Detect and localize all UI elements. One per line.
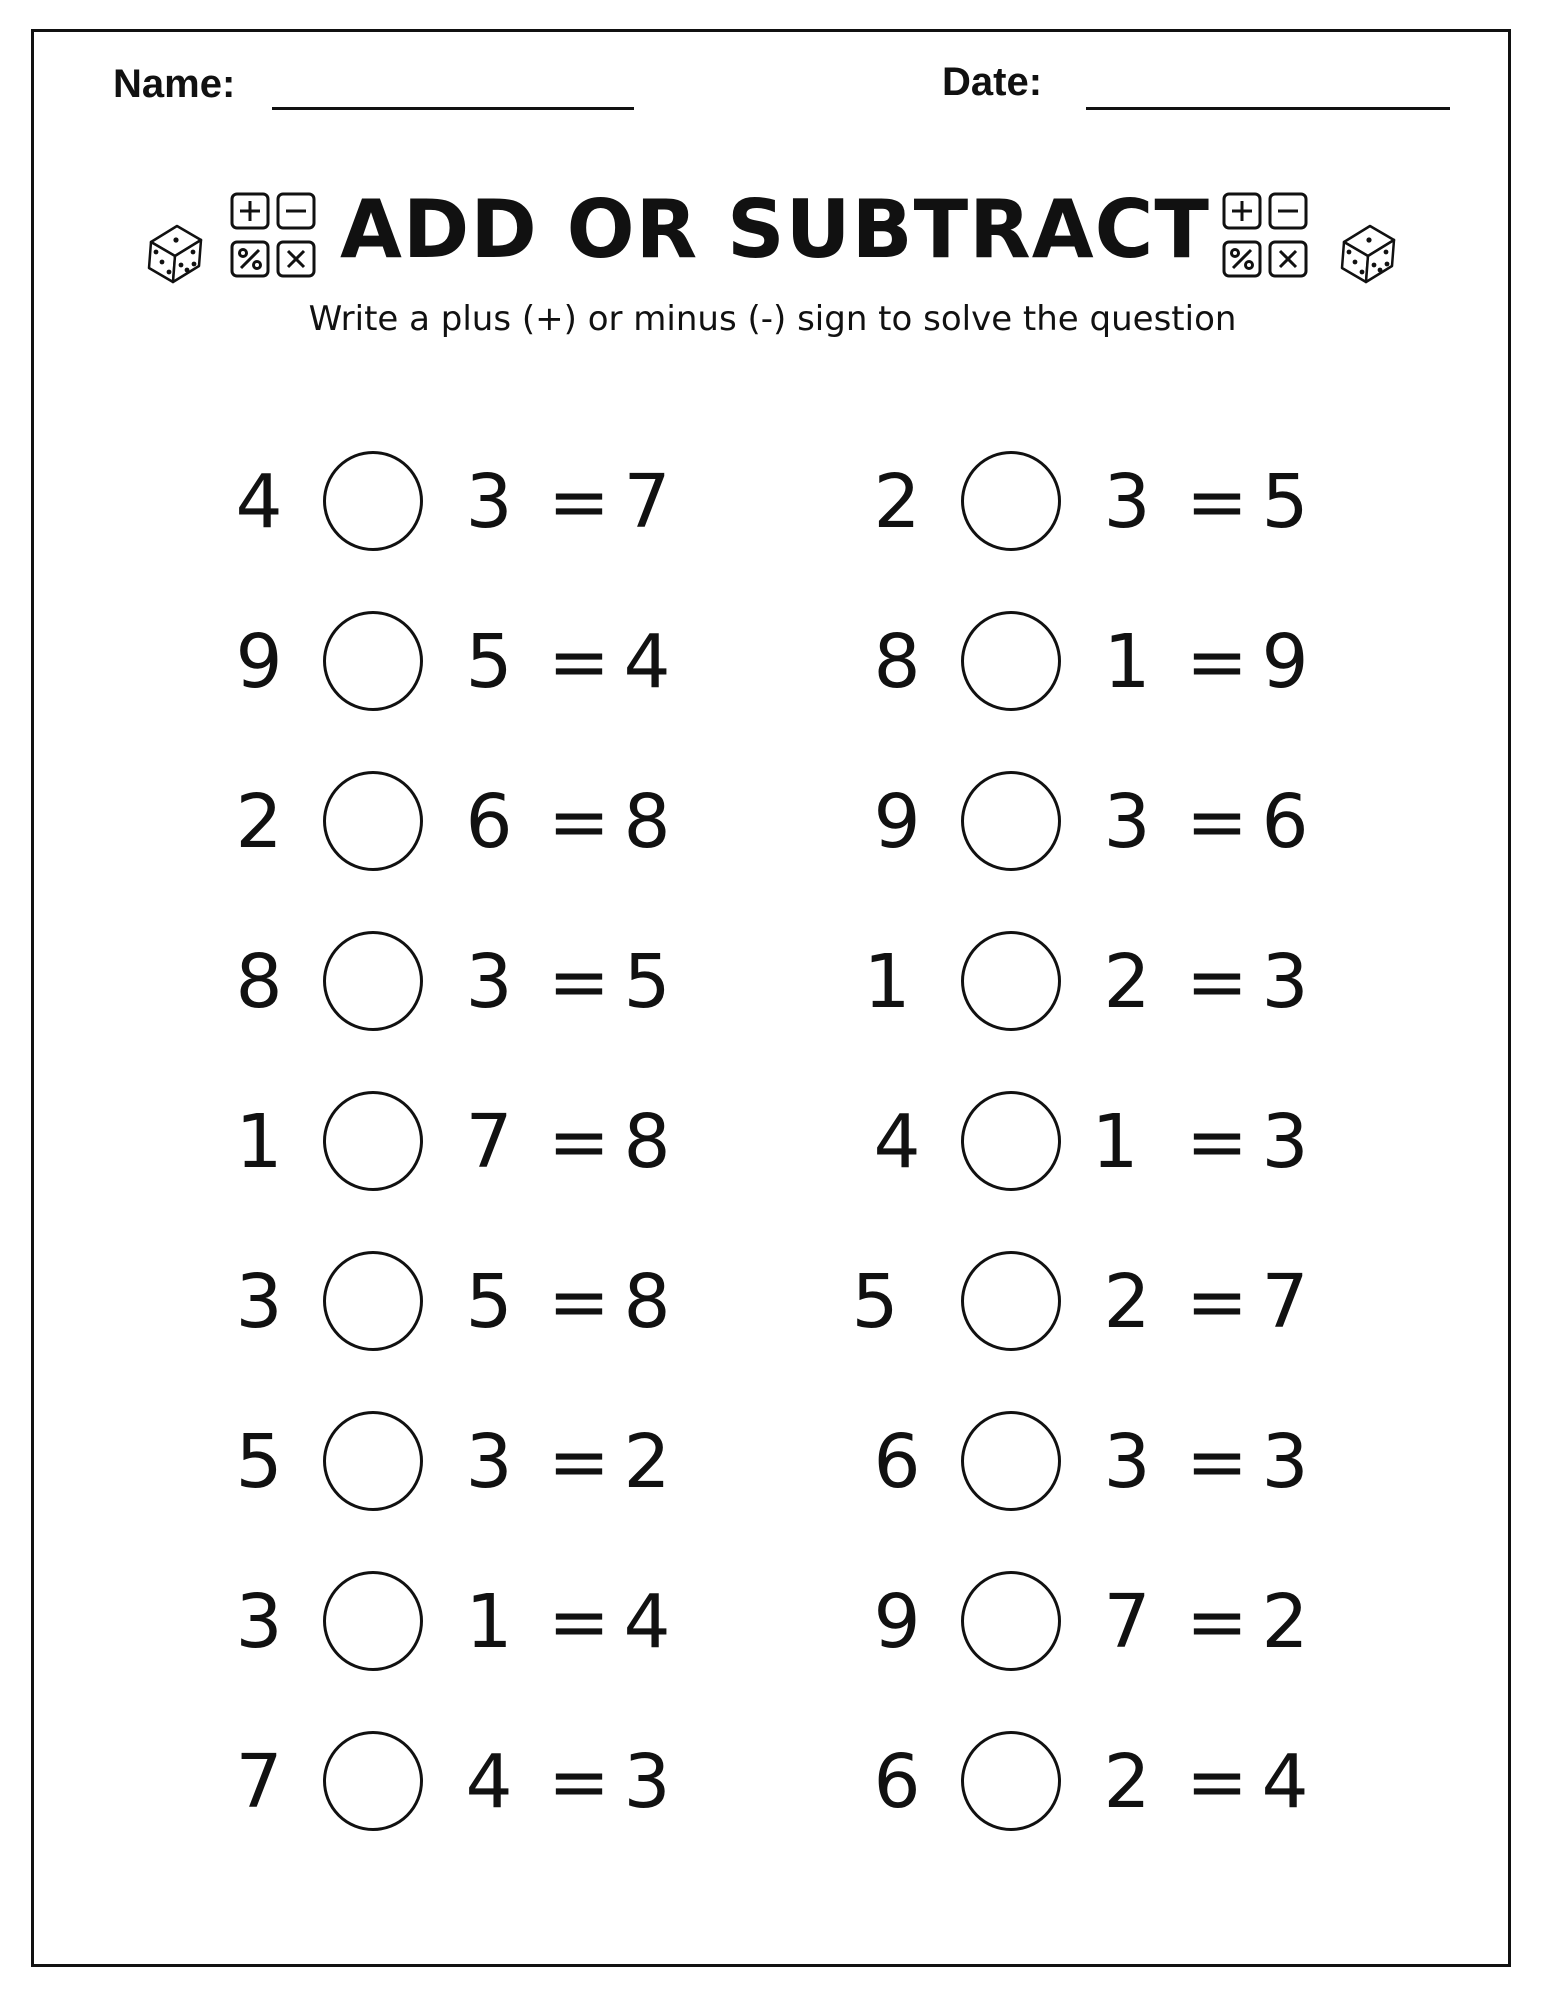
operand-a: 4 [235, 459, 283, 545]
result: 8 [623, 1259, 671, 1345]
equals-sign: = [548, 1259, 611, 1345]
result: 4 [623, 619, 671, 705]
result: 3 [1261, 1419, 1309, 1505]
equals-sign: = [1186, 1579, 1249, 1665]
operand-a: 1 [863, 939, 911, 1025]
operand-b: 5 [465, 619, 513, 705]
problem-row [868, 1727, 1428, 1837]
answer-circle[interactable] [961, 451, 1061, 551]
operand-a: 3 [235, 1259, 283, 1345]
equals-sign: = [548, 939, 611, 1025]
operand-b: 2 [1103, 939, 1151, 1025]
result: 4 [623, 1579, 671, 1665]
answer-circle[interactable] [961, 1091, 1061, 1191]
problem-row [230, 1087, 790, 1197]
problem-row [868, 1407, 1428, 1517]
result: 8 [623, 1099, 671, 1185]
operand-b: 1 [1091, 1099, 1139, 1185]
answer-circle[interactable] [323, 611, 423, 711]
answer-circle[interactable] [961, 1571, 1061, 1671]
answer-circle[interactable] [323, 1091, 423, 1191]
equals-sign: = [548, 1099, 611, 1185]
operand-b: 2 [1103, 1739, 1151, 1825]
answer-circle[interactable] [961, 771, 1061, 871]
operand-b: 4 [465, 1739, 513, 1825]
answer-circle[interactable] [323, 1731, 423, 1831]
answer-circle[interactable] [323, 1251, 423, 1351]
equals-sign: = [1186, 1739, 1249, 1825]
operand-b: 1 [465, 1579, 513, 1665]
equals-sign: = [548, 1739, 611, 1825]
operand-a: 3 [235, 1579, 283, 1665]
problem-row [230, 1247, 790, 1357]
operand-b: 2 [1103, 1259, 1151, 1345]
result: 7 [1261, 1259, 1309, 1345]
operand-a: 8 [873, 619, 921, 705]
operand-a: 5 [235, 1419, 283, 1505]
result: 3 [1261, 1099, 1309, 1185]
result: 6 [1261, 779, 1309, 865]
operand-a: 6 [873, 1739, 921, 1825]
result: 5 [623, 939, 671, 1025]
problem-row [230, 447, 790, 557]
result: 4 [1261, 1739, 1309, 1825]
operand-b: 1 [1103, 619, 1151, 705]
operand-a: 2 [873, 459, 921, 545]
problem-row [230, 1567, 790, 1677]
problem-row [230, 927, 790, 1037]
equals-sign: = [548, 1419, 611, 1505]
equals-sign: = [1186, 1259, 1249, 1345]
answer-circle[interactable] [961, 931, 1061, 1031]
date-label: Date: [942, 60, 1043, 104]
operand-a: 4 [873, 1099, 921, 1185]
operand-a: 5 [851, 1259, 899, 1345]
answer-circle[interactable] [323, 1411, 423, 1511]
operand-b: 3 [465, 459, 513, 545]
operand-b: 3 [465, 1419, 513, 1505]
result: 7 [623, 459, 671, 545]
name-label: Name: [113, 62, 236, 106]
operand-a: 6 [873, 1419, 921, 1505]
operand-b: 5 [465, 1259, 513, 1345]
problem-row [868, 447, 1428, 557]
problem-row [230, 1407, 790, 1517]
answer-circle[interactable] [961, 611, 1061, 711]
problem-row [230, 1727, 790, 1837]
equals-sign: = [1186, 779, 1249, 865]
operand-a: 2 [235, 779, 283, 865]
problem-row [863, 927, 1428, 1037]
problem-row [868, 767, 1428, 877]
operand-a: 9 [235, 619, 283, 705]
operand-a: 9 [873, 779, 921, 865]
result: 3 [1261, 939, 1309, 1025]
operand-b: 3 [1103, 779, 1151, 865]
problem-row [868, 1567, 1428, 1677]
operand-b: 6 [465, 779, 513, 865]
operand-b: 7 [465, 1099, 513, 1185]
answer-circle[interactable] [323, 771, 423, 871]
operand-b: 7 [1103, 1579, 1151, 1665]
operand-a: 8 [235, 939, 283, 1025]
answer-circle[interactable] [961, 1731, 1061, 1831]
answer-circle[interactable] [961, 1411, 1061, 1511]
operand-b: 3 [465, 939, 513, 1025]
equals-sign: = [1186, 459, 1249, 545]
operand-b: 3 [1103, 1419, 1151, 1505]
result: 2 [623, 1419, 671, 1505]
result: 2 [1261, 1579, 1309, 1665]
equals-sign: = [548, 459, 611, 545]
equals-sign: = [548, 1579, 611, 1665]
problem-row [230, 767, 790, 877]
result: 3 [623, 1739, 671, 1825]
operand-a: 9 [873, 1579, 921, 1665]
equals-sign: = [1186, 939, 1249, 1025]
operand-a: 1 [235, 1099, 283, 1185]
equals-sign: = [1186, 619, 1249, 705]
answer-circle[interactable] [961, 1251, 1061, 1351]
page-title: ADD OR SUBTRACT [340, 183, 1210, 276]
equals-sign: = [548, 619, 611, 705]
problem-row [851, 1247, 1428, 1357]
answer-circle[interactable] [323, 451, 423, 551]
operand-b: 3 [1103, 459, 1151, 545]
equals-sign: = [548, 779, 611, 865]
result: 9 [1261, 619, 1309, 705]
operand-a: 7 [235, 1739, 283, 1825]
answer-circle[interactable] [323, 931, 423, 1031]
equals-sign: = [1186, 1099, 1249, 1185]
result: 8 [623, 779, 671, 865]
problem-row [868, 1087, 1428, 1197]
result: 5 [1261, 459, 1309, 545]
instructions: Write a plus (+) or minus (-) sign to solve the question [308, 299, 1237, 339]
problem-row [868, 607, 1428, 717]
answer-circle[interactable] [323, 1571, 423, 1671]
problem-row [230, 607, 790, 717]
equals-sign: = [1186, 1419, 1249, 1505]
